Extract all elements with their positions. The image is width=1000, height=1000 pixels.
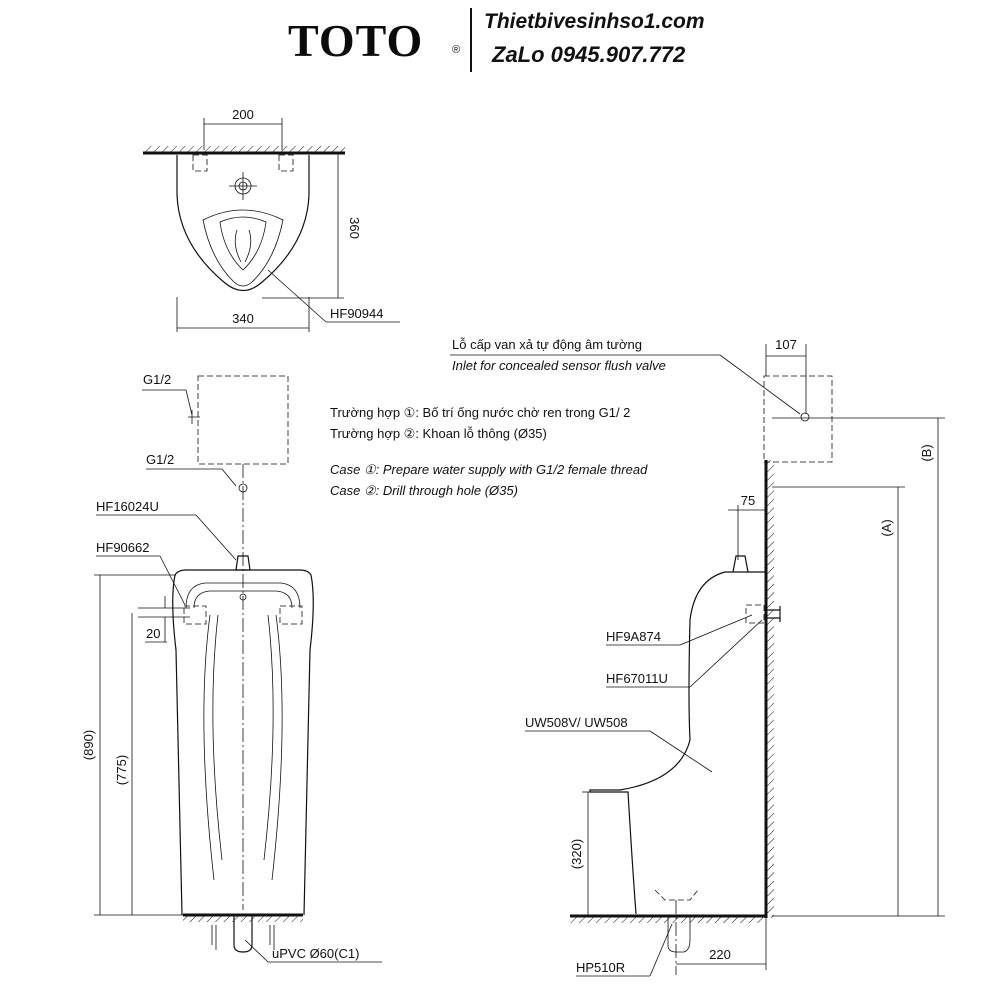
- dim-340-label: 340: [232, 311, 254, 326]
- dim-775-label: (775): [114, 754, 129, 786]
- part-hp510r-label: HP510R: [576, 960, 626, 975]
- case1-en: Case ①: Prepare water supply with G1/2 female thread: [330, 462, 648, 477]
- side-trap-top: [655, 890, 698, 900]
- leader-inlet: [720, 355, 800, 414]
- leader-g12-small: [186, 390, 192, 415]
- part-urinal-label: UW508V/ UW508: [525, 715, 628, 730]
- dim-75-label: 75: [740, 493, 756, 508]
- g12-small-label: G1/2: [143, 372, 172, 387]
- flush-valve-box: [198, 376, 288, 464]
- g12-label: G1/2: [146, 452, 175, 467]
- part-hf9a874-label: HF9A874: [606, 629, 661, 644]
- top-hanger-left: [193, 155, 207, 171]
- zalo-contact: ZaLo 0945.907.772: [492, 42, 686, 67]
- case2-en: Case ②: Drill through hole (Ø35): [330, 483, 518, 498]
- registered-mark: ®: [452, 44, 461, 56]
- leader-hf90944: [268, 270, 326, 322]
- side-spud: [733, 556, 748, 572]
- front-hanger-left: [184, 606, 206, 624]
- part-hf90662-label: HF90662: [96, 540, 150, 555]
- dim-320-label: (320): [569, 838, 584, 870]
- leader-urinal: [650, 731, 712, 772]
- side-flush-valve-box: [764, 376, 832, 462]
- leader-g12: [222, 469, 236, 486]
- top-drain-area: [220, 217, 266, 270]
- website-text: Thietbivesinhso1.com: [484, 10, 705, 33]
- inlet-label-en: Inlet for concealed sensor flush valve: [452, 358, 666, 373]
- case1-vi: Trường hợp ①: Bố trí ống nước chờ ren trong G1/ 2: [330, 405, 631, 420]
- brand-logo: TOTO: [288, 15, 424, 66]
- front-view: [81, 372, 382, 962]
- dim-107-label: 107: [775, 337, 797, 352]
- top-view: [143, 107, 400, 332]
- dim-360-label: 360: [347, 217, 362, 239]
- part-hf67011u-label: HF67011U: [606, 671, 668, 686]
- part-hf16024u-label: HF16024U: [96, 499, 159, 514]
- dim-a-label: (A): [879, 519, 894, 537]
- dim-220-label: 220: [709, 947, 731, 962]
- dim-200-label: 200: [232, 107, 254, 122]
- case2-vi: Trường hợp ②: Khoan lỗ thông (Ø35): [330, 426, 547, 441]
- front-hanger-right: [280, 606, 302, 624]
- top-hanger-right: [279, 155, 293, 171]
- dim-b-label: (B): [919, 444, 934, 462]
- dim-890-label: (890): [81, 729, 96, 761]
- side-view: [330, 337, 945, 976]
- leader-hf67011u: [690, 620, 762, 687]
- floor-anchors: [212, 925, 274, 950]
- side-urinal-outline: [590, 572, 766, 914]
- drain-label: uPVC Ø60(C1): [272, 946, 360, 961]
- dim-20-label: 20: [146, 626, 161, 641]
- inlet-label-vi: Lỗ cấp van xả tự động âm tường: [452, 337, 642, 352]
- leader-hf16024u: [196, 515, 236, 560]
- leader-hf9a874: [680, 615, 752, 645]
- part-hf90944-label: HF90944: [330, 306, 384, 321]
- side-inlet-circle: [801, 413, 809, 421]
- top-drain-slot: [235, 230, 251, 262]
- leader-hp510r: [650, 924, 672, 976]
